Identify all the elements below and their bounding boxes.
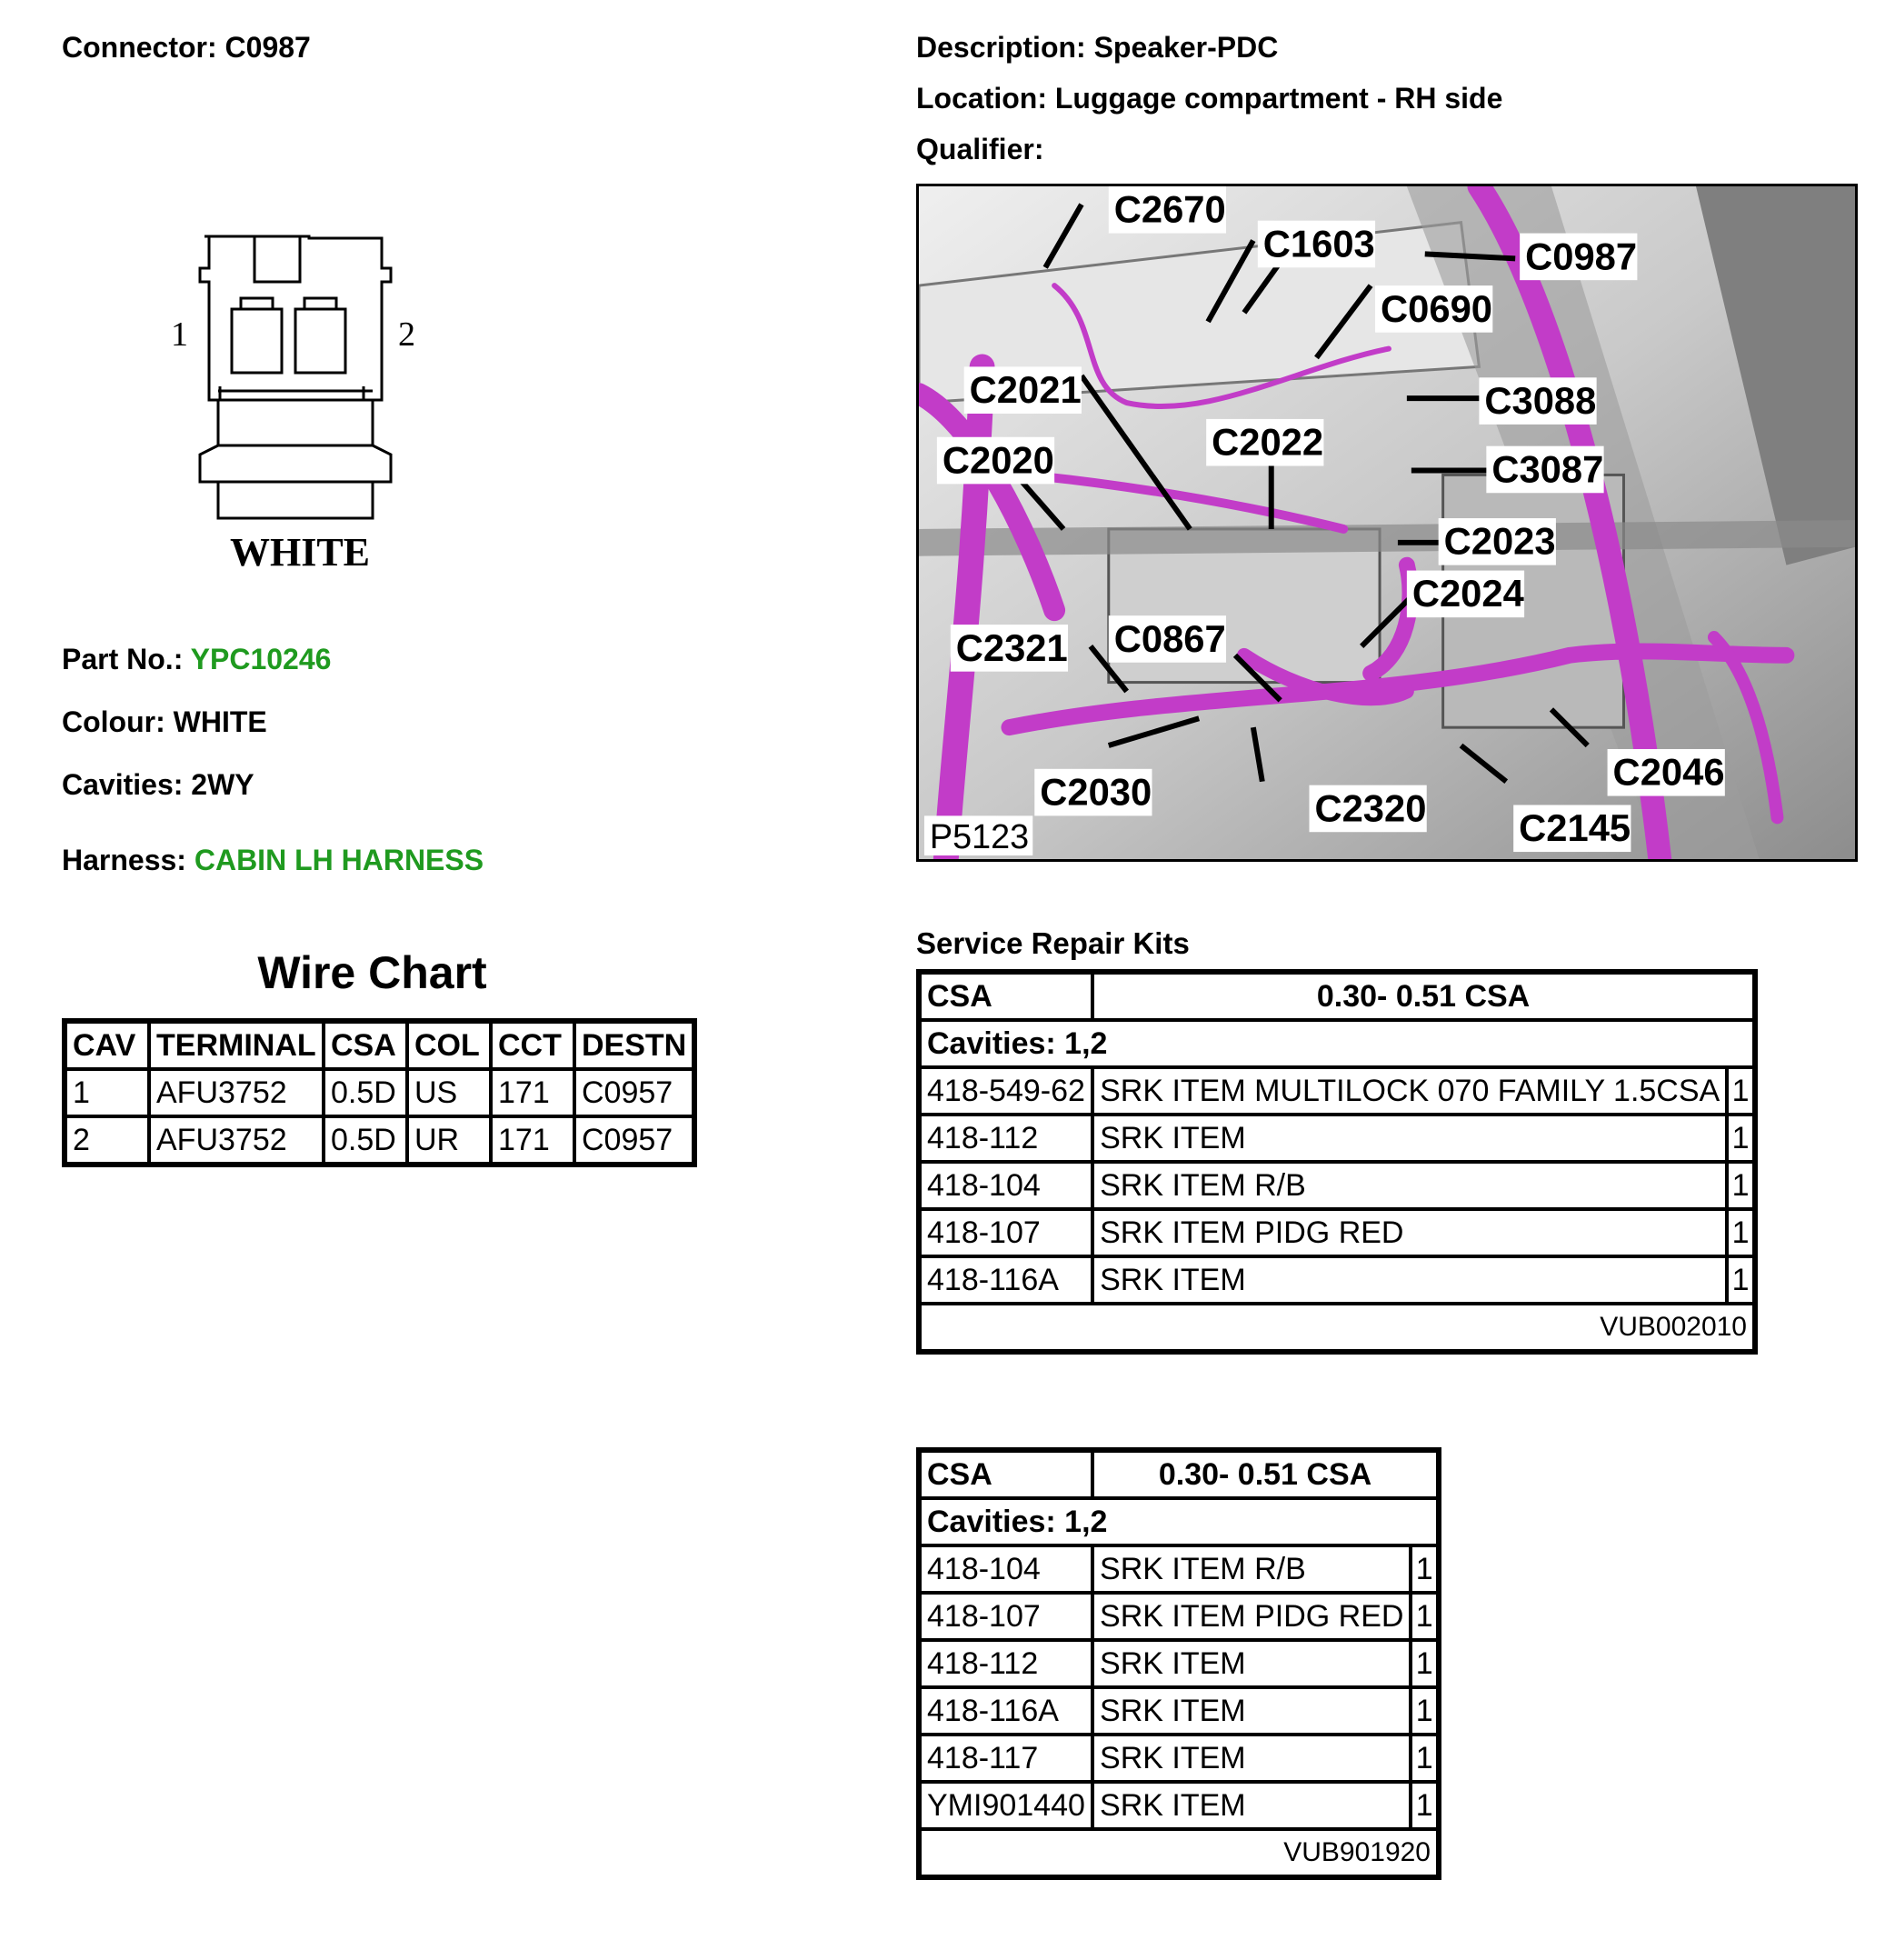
table-row — [919, 1735, 1439, 1782]
table-row — [919, 1687, 1439, 1735]
srk-qty-cell: 1 — [1411, 1640, 1439, 1687]
csa-label-cell: CSA — [919, 972, 1092, 1020]
connector-face-diagram — [155, 218, 445, 582]
location-value: Luggage compartment - RH side — [1054, 82, 1503, 115]
location-photo — [916, 184, 1858, 862]
srk-part-cell: 418-104 — [919, 1545, 1092, 1593]
srk-desc-cell: SRK ITEM — [1092, 1735, 1411, 1782]
srk-qty-cell: 1 — [1411, 1735, 1439, 1782]
table-row — [919, 1593, 1439, 1640]
col-cav: CAV — [65, 1021, 149, 1069]
connector-colour-caption: WHITE — [229, 530, 371, 575]
srk-kit-code-row — [919, 1829, 1439, 1877]
part-number-line — [62, 641, 331, 677]
connector-label: Connector: — [62, 31, 217, 64]
srk-part-cell: 418-549-62 — [919, 1067, 1092, 1115]
description-value: Speaker-PDC — [1093, 31, 1279, 64]
srk-part-cell: 418-104 — [919, 1162, 1092, 1209]
terminal-cell: AFU3752 — [149, 1069, 324, 1116]
srk-desc-cell: SRK ITEM — [1092, 1687, 1411, 1735]
srk-header-row — [919, 1450, 1439, 1498]
callout-label: C2021 — [969, 368, 1082, 412]
csa-range-cell: 0.30- 0.51 CSA — [1092, 1450, 1439, 1498]
callout-label: C2024 — [1411, 572, 1524, 615]
harness-label: Harness: — [62, 844, 186, 876]
callout-label: C0867 — [1113, 616, 1226, 660]
location-line — [916, 80, 1502, 116]
srk-qty-cell: 1 — [1411, 1782, 1439, 1829]
callout-label: C2046 — [1612, 750, 1725, 794]
colour-label: Colour: — [62, 705, 165, 738]
srk-qty-cell: 1 — [1411, 1545, 1439, 1593]
csa-range-cell: 0.30- 0.51 CSA — [1092, 972, 1755, 1020]
table-row — [65, 1069, 694, 1116]
cavities-cell: Cavities: 1,2 — [919, 1020, 1755, 1067]
kit-code-cell: VUB901920 — [919, 1829, 1439, 1877]
description-label: Description: — [916, 31, 1086, 64]
wire-chart-header-row — [65, 1021, 694, 1069]
srk-part-cell: 418-112 — [919, 1115, 1092, 1162]
srk-desc-cell: SRK ITEM PIDG RED — [1092, 1209, 1727, 1256]
srk-desc-cell: SRK ITEM PIDG RED — [1092, 1593, 1411, 1640]
cavities-line — [62, 766, 254, 803]
col-col: COL — [407, 1021, 491, 1069]
srk-desc-cell: SRK ITEM R/B — [1092, 1162, 1727, 1209]
srk-part-cell: 418-107 — [919, 1593, 1092, 1640]
connector-face-drawing — [155, 218, 445, 582]
srk-desc-cell: SRK ITEM R/B — [1092, 1545, 1411, 1593]
terminal-cell: AFU3752 — [149, 1116, 324, 1165]
col-cell: UR — [407, 1116, 491, 1165]
srk-qty-cell: 1 — [1727, 1162, 1755, 1209]
service-repair-kits-title: Service Repair Kits — [916, 926, 1190, 960]
srk-table — [916, 1447, 1441, 1880]
table-row — [919, 1545, 1439, 1593]
colour-value: WHITE — [173, 705, 267, 738]
wire-chart-table — [62, 1018, 697, 1167]
srk-qty-cell: 1 — [1411, 1687, 1439, 1735]
col-cct: CCT — [491, 1021, 574, 1069]
table-row — [919, 1162, 1755, 1209]
col-terminal: TERMINAL — [149, 1021, 324, 1069]
connector-id: C0987 — [224, 31, 311, 64]
callout-label: C2020 — [942, 438, 1054, 482]
callout-label: C2320 — [1314, 786, 1427, 830]
csa-label-cell: CSA — [919, 1450, 1092, 1498]
srk-qty-cell: 1 — [1727, 1067, 1755, 1115]
srk-cavities-row — [919, 1498, 1439, 1545]
connector-heading — [62, 29, 311, 65]
pin-2-label: 2 — [398, 315, 415, 354]
callout-label: C0987 — [1525, 235, 1638, 278]
callout-label: C3087 — [1491, 447, 1604, 491]
kit-code-cell: VUB002010 — [919, 1304, 1755, 1352]
destn-cell: C0957 — [574, 1069, 694, 1116]
part-number-label: Part No.: — [62, 643, 184, 675]
destn-cell: C0957 — [574, 1116, 694, 1165]
srk-desc-cell: SRK ITEM — [1092, 1782, 1411, 1829]
photo-id-label: P5123 — [929, 817, 1030, 856]
callout-label: C2670 — [1113, 187, 1226, 231]
csa-cell: 0.5D — [324, 1069, 407, 1116]
callout-label: C2030 — [1040, 770, 1152, 814]
harness-line — [62, 842, 484, 878]
srk-header-row — [919, 972, 1755, 1020]
table-row — [919, 1067, 1755, 1115]
col-destn: DESTN — [574, 1021, 694, 1069]
wire-chart-title: Wire Chart — [257, 947, 487, 998]
table-row — [919, 1209, 1755, 1256]
srk-qty-cell: 1 — [1727, 1256, 1755, 1304]
srk-desc-cell: SRK ITEM — [1092, 1115, 1727, 1162]
srk-desc-cell: SRK ITEM — [1092, 1256, 1727, 1304]
harness-link[interactable]: CABIN LH HARNESS — [194, 844, 484, 876]
cav-cell: 1 — [65, 1069, 149, 1116]
srk-part-cell: 418-107 — [919, 1209, 1092, 1256]
srk-part-cell: 418-117 — [919, 1735, 1092, 1782]
callout-label: C2023 — [1443, 519, 1556, 563]
qualifier-line — [916, 131, 1043, 167]
srk-table — [916, 969, 1758, 1355]
srk-part-cell: 418-116A — [919, 1687, 1092, 1735]
table-row — [919, 1640, 1439, 1687]
description-line — [916, 29, 1278, 65]
srk-part-cell: 418-116A — [919, 1256, 1092, 1304]
srk-cavities-row — [919, 1020, 1755, 1067]
callout-label: C2022 — [1212, 420, 1324, 464]
srk-kit-code-row — [919, 1304, 1755, 1352]
part-number-link[interactable]: YPC10246 — [190, 643, 332, 675]
callout-label: C3088 — [1484, 379, 1597, 422]
col-cell: US — [407, 1069, 491, 1116]
cct-cell: 171 — [491, 1116, 574, 1165]
harness-location-illustration — [919, 186, 1855, 859]
srk-part-cell: YMI901440 — [919, 1782, 1092, 1829]
callout-label: C0690 — [1381, 286, 1493, 330]
srk-desc-cell: SRK ITEM MULTILOCK 070 FAMILY 1.5CSA — [1092, 1067, 1727, 1115]
srk-part-cell: 418-112 — [919, 1640, 1092, 1687]
csa-cell: 0.5D — [324, 1116, 407, 1165]
table-row — [65, 1116, 694, 1165]
col-csa: CSA — [324, 1021, 407, 1069]
cavities-value: 2WY — [191, 768, 254, 801]
qualifier-label: Qualifier: — [916, 133, 1044, 165]
cav-cell: 2 — [65, 1116, 149, 1165]
callout-label: C2321 — [955, 625, 1068, 669]
pin-1-label: 1 — [171, 315, 188, 354]
cct-cell: 171 — [491, 1069, 574, 1116]
table-row — [919, 1782, 1439, 1829]
cavities-cell: Cavities: 1,2 — [919, 1498, 1439, 1545]
srk-qty-cell: 1 — [1411, 1593, 1439, 1640]
srk-qty-cell: 1 — [1727, 1115, 1755, 1162]
cavities-label: Cavities: — [62, 768, 184, 801]
callout-label: C1603 — [1262, 222, 1375, 265]
srk-qty-cell: 1 — [1727, 1209, 1755, 1256]
location-label: Location: — [916, 82, 1047, 115]
srk-desc-cell: SRK ITEM — [1092, 1640, 1411, 1687]
callout-label: C2145 — [1519, 806, 1631, 850]
table-row — [919, 1115, 1755, 1162]
table-row — [919, 1256, 1755, 1304]
colour-line — [62, 704, 267, 740]
